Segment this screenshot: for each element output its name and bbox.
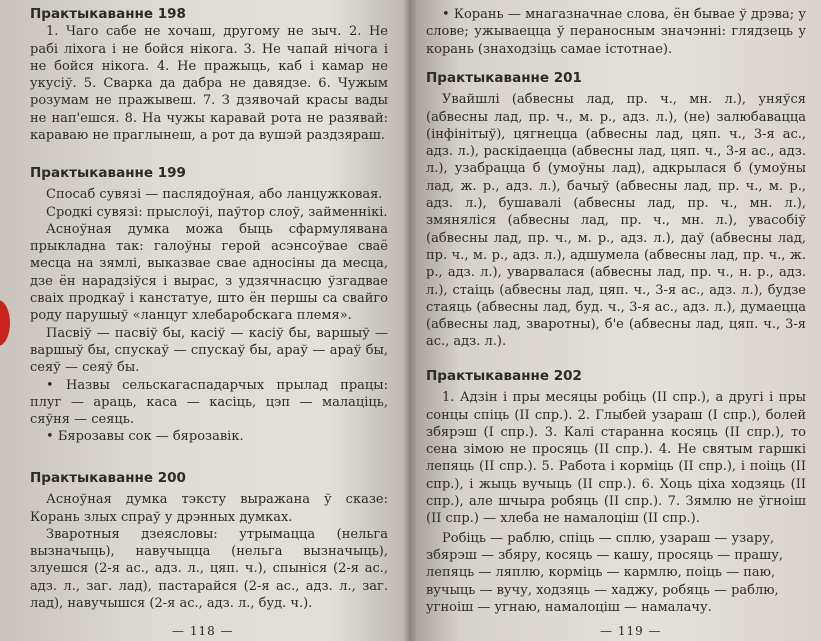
page-number-left: — 118 — [172, 624, 234, 638]
page-number-right: — 119 — [600, 624, 662, 638]
verb-pairs-line: вучыць — вучу, ходзяць — хаджу, робяць — раблю, [426, 582, 779, 598]
exercise-199-heading: Практыкаванне 199 [30, 165, 186, 181]
exercise-199 [30, 165, 388, 446]
verb-pairs-line: лепяць — ляплю, корміць — кармлю, поіць — паю, [426, 565, 776, 581]
exercise-199-bullet-2: • Бярозавы сок — бярозавік. [30, 428, 388, 445]
right-page [414, 0, 821, 641]
right-top-note [426, 6, 806, 58]
exercise-202-text: 1. Адзін і пры месяцы робіць (II спр.), а другі і пры сонцы спіць (II спр.). 2. Глыбей узараш (I спр.), болей збярэш (I спр.). 3. Калі старанна косяць (II спр.), то сена зімою не просяць (II спр.). 4. Не святым гаршкі лепяць (II спр.). 5. Работа і корміць (II спр.), і поіць (II спр.), і жыць вучыць (II спр.). 6. Хоць ціха ходзяць (II спр.), але шчыра робяць (II спр.). 7. Зямлю не ўгноіш (II спр.) — хлеба не намалоціш (II спр.). [426, 390, 806, 527]
exercise-198-text: 1. Чаго сабе не хочаш, другому не зыч. 2. Не рабі ліхога і не бойся нікога. 3. Не чапай нічога і не бойся нікога. 4. Не пражыць, каб і камар не укусіў. 5. Сварка да дабра не давядзе. 6. Чужым розумам не пражывеш. 7. З дзявочай красы вады не нап'ешся. 8. На чужы каравай рота не разявай: караваю не праглынеш, а рот да вушэй раздзяраш. [30, 24, 388, 144]
verb-pairs-line: угноіш — угнаю, намалоціш — намалачу. [426, 599, 712, 615]
exercise-199-p4: Пасвіў — пасвіў бы, касіў — касіў бы, варшыў — варшыў бы, спускаў — спускаў бы, араў — араў бы, сеяў — сеяў бы. [30, 325, 388, 376]
exercise-200-p2: Зваротныя дзеясловы: утрымацца (нельга вызначыць), навучыцца (нельга вызначыць), злуешся (2-я ас., адз. л., цяп. ч.), спыніся (2-я ас., адз. л., заг. лад), пастарайся (2-я ас., адз. л., заг. лад), навучышся (2-я ас., адз. л., буд. ч.). [30, 526, 388, 612]
exercise-199-p1: Спосаб сувязі — паслядоўная, або ланцужковая. [46, 187, 383, 203]
exercise-201-text: Увайшлі (абвесны лад, пр. ч., мн. л.), уняўся (абвесны лад, пр. ч., м. р., адз. л.), (не) залюбавацца (інфінітыў), цягнецца (абвесны лад, цяп. ч., 3-я ас., адз. л.), раскідаецца (абвесны лад, цяп. ч., 3-я ас., адз. л.), узабрацца б (умоўны лад), адкрылася б (умоўны лад, ж. р., адз. л.), бачыў (абвесны лад, пр. ч., м. р., адз. л.), бушавалі (абвесны лад, пр. ч., мн. л.), змяняліся (абвесны лад, пр. ч., мн. л.), увасобіў (абвесны лад, пр. ч., м. р., адз. л.), даў (абвесны лад, пр. ч., м. р., адз. л.), адшумела (абвесны лад, пр. ч., ж. р., адз. л.), уварвалася (абвесны лад, пр. ч., н. р., адз. л.), стаіць (абвесны лад, цяп. ч., 3-я ас., адз. л.), будзе стаяць (абвесны лад, буд. ч., 3-я ас., адз. л.), думаецца (абвесны лад, зваротны), б'е (абвесны лад, цяп. ч., 3-я ас., адз. л.). [426, 92, 806, 350]
exercise-198 [30, 6, 388, 144]
exercise-201 [426, 70, 806, 351]
verb-pairs-line: Робіць — раблю, спіць — сплю, узараш — узару, [442, 530, 775, 546]
exercise-202-heading: Практыкаванне 202 [426, 368, 582, 384]
exercise-199-bullet-1: • Назвы сельскагаспадарчых прылад працы: плуг — араць, каса — касіць, цэп — малаціць, сяўня — сеяць. [30, 377, 388, 429]
exercise-198-heading: Практыкаванне 198 [30, 6, 186, 22]
exercise-201-heading: Практыкаванне 201 [426, 70, 582, 86]
koran-bullet: • Корань — мнагазначнае слова, ён бывае ў дрэва; у слове; ужываецца ў пераносным значэнні: глядзець у корань (знаходзіць самае істотнае). [426, 6, 806, 58]
exercise-200-heading: Практыкаванне 200 [30, 470, 186, 486]
exercise-199-p3: Асноўная думка можа быць сфармулявана прыкладна так: галоўны герой асэнсоўвае сваё месца на зямлі, выказвае свае адносіны да месца, дзе ён нарадзіўся і вырас, з удзячнасцю ўзгадвае свaіх продкаў і канстатуе, што ён першы са свайго роду парушыў «ланцуг хлебаробскага племя». [30, 221, 388, 324]
exercise-200-p1: Асноўная думка тэксту выражана ў сказе: Корань злых спраў у дрэнных думках. [30, 492, 388, 525]
verb-pairs-list [426, 530, 806, 616]
verb-pairs-line: збярэш — збяру, косяць — кашу, просяць — прашу, [426, 547, 784, 563]
exercise-202 [426, 368, 806, 616]
exercise-199-p2: Сродкі сувязі: прыслоўі, паўтор слоў, займеннікі. [46, 204, 388, 220]
exercise-200 [30, 470, 388, 612]
left-page [0, 0, 405, 641]
